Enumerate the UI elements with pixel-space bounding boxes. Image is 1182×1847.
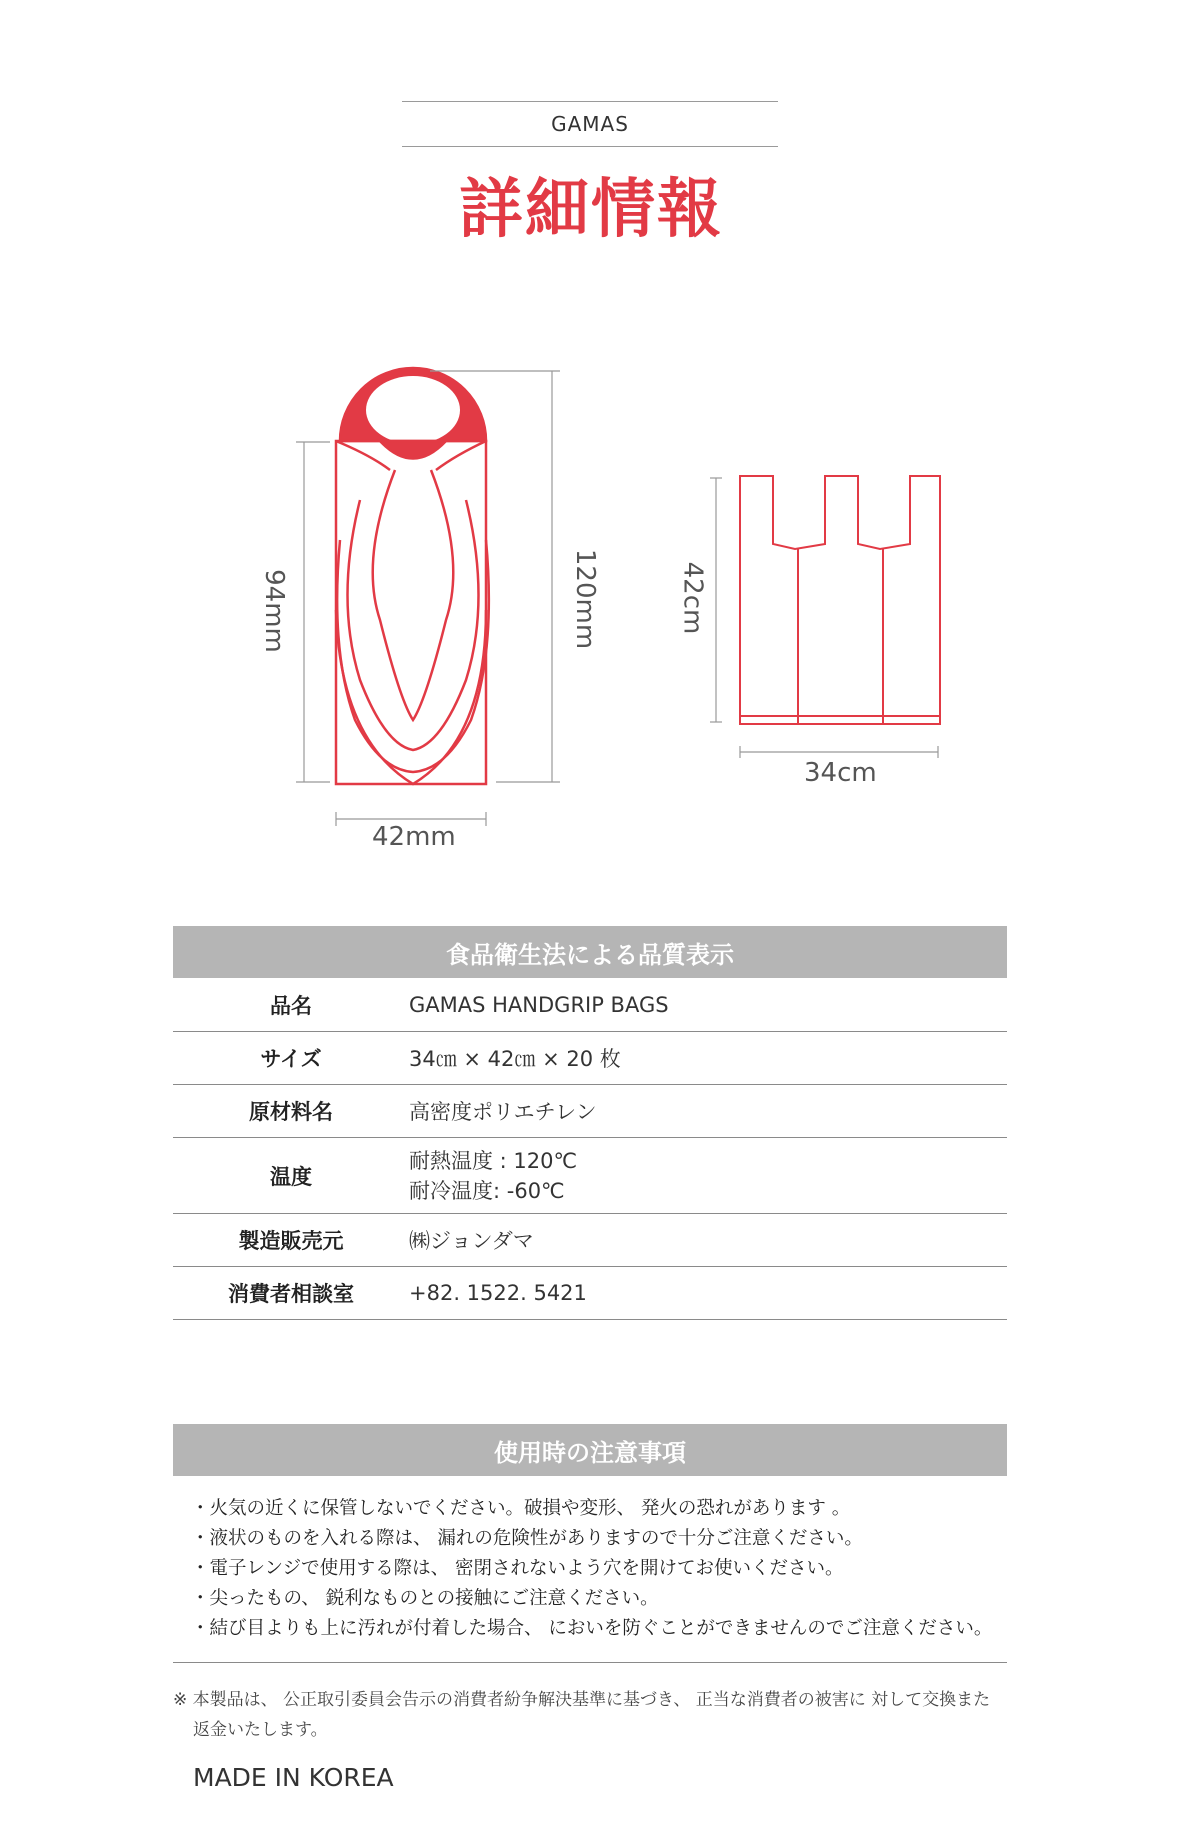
- cold-resistance: 耐冷温度: -60℃: [409, 1178, 565, 1203]
- list-item: ・結び目よりも上に汚れが付着した場合、 においを防ぐことができませんのでご注意ください。: [191, 1618, 993, 1639]
- rolled-bag-illustration: [336, 368, 489, 784]
- caution-list: [191, 1494, 992, 1644]
- table-row: [173, 979, 1007, 1032]
- list-item: ・電子レンジで使用する際は、 密閉されないよう穴を開けてお使いください。: [191, 1558, 844, 1579]
- open-bag-illustration: [740, 476, 940, 724]
- bag-height-label: 42cm: [677, 561, 708, 635]
- caution-heading: 使用時の注意事項: [173, 1424, 1007, 1476]
- table-row: [173, 1214, 1007, 1267]
- table-row: [173, 1085, 1007, 1138]
- row-label: 温度: [173, 1138, 409, 1214]
- row-value: ㈱ジョンダマ: [409, 1214, 1007, 1267]
- row-label: サイズ: [173, 1032, 409, 1085]
- heat-resistance: 耐熱温度 : 120℃: [409, 1148, 578, 1173]
- roll-height-label: 94mm: [258, 569, 289, 653]
- bag-width-label: 34cm: [804, 758, 877, 788]
- page-title: 詳細情報: [459, 173, 723, 247]
- footnote-line2: 返金いたします。: [193, 1720, 328, 1740]
- row-value: GAMAS HANDGRIP BAGS: [409, 979, 1007, 1032]
- table-row: [173, 1138, 1007, 1214]
- row-value: [409, 1138, 1007, 1214]
- roll-width-label: 42mm: [372, 822, 456, 852]
- row-value: +82. 1522. 5421: [409, 1267, 1007, 1320]
- row-label: 製造販売元: [173, 1214, 409, 1267]
- row-label: 品名: [173, 979, 409, 1032]
- row-value: 高密度ポリエチレン: [409, 1085, 1007, 1138]
- table-row: [173, 1267, 1007, 1320]
- row-label: 消費者相談室: [173, 1267, 409, 1320]
- row-label: 原材料名: [173, 1085, 409, 1138]
- roll-total-height-label: 120mm: [570, 548, 601, 650]
- footnote: [173, 1685, 1003, 1745]
- quality-heading: 食品衛生法による品質表示: [173, 926, 1007, 978]
- product-diagram: [0, 0, 1182, 900]
- made-in-label: MADE IN KOREA: [193, 1763, 394, 1792]
- list-item: ・液状のものを入れる際は、 漏れの危険性がありますので十分ご注意ください。: [191, 1528, 863, 1549]
- list-item: ・尖ったもの、 鋭利なものとの接触にご注意ください。: [191, 1588, 659, 1609]
- row-value: 34㎝ × 42㎝ × 20 枚: [409, 1032, 1007, 1085]
- quality-table: [173, 979, 1007, 1320]
- list-item: ・火気の近くに保管しないでください。破損や変形、 発火の恐れがあります 。: [191, 1498, 851, 1519]
- footnote-line1: ※ 本製品は、 公正取引委員会告示の消費者紛争解決基準に基づき、 正当な消費者の被害に 対して交換また: [173, 1690, 991, 1710]
- divider: [173, 1662, 1007, 1663]
- table-row: [173, 1032, 1007, 1085]
- brand-name: GAMAS: [551, 112, 629, 136]
